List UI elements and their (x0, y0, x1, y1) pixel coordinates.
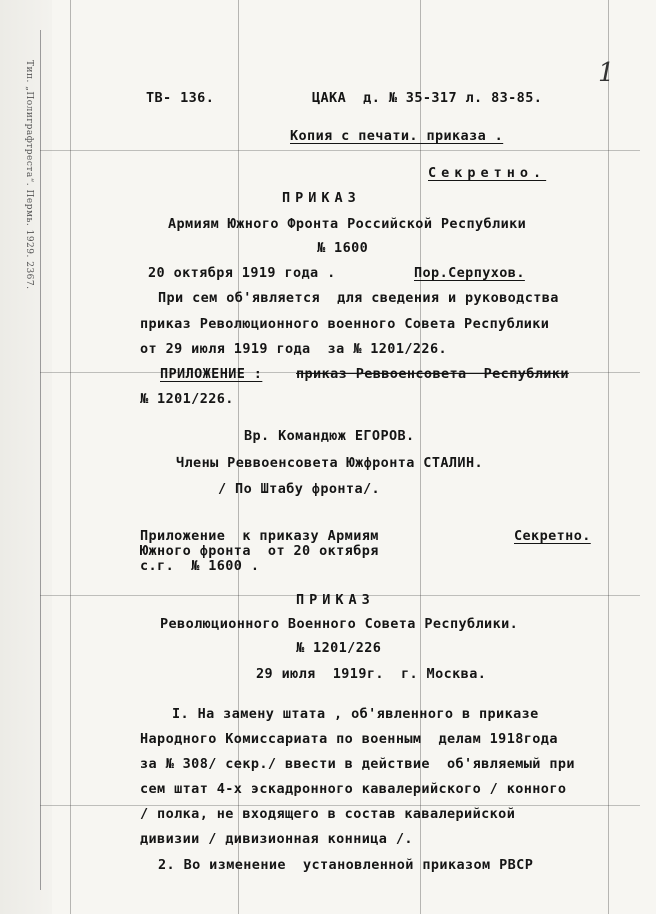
body-line: / полка, не входящего в состав кавалерийской (140, 806, 516, 822)
body-line: При сем об'является для сведения и руководства (158, 290, 559, 306)
archive-code-right: ЦАКА д. № 35-317 л. 83-85. (312, 90, 543, 106)
appendix-ref-line: Южного фронта от 20 октября (140, 543, 379, 559)
secret-mark: Секретно. (428, 165, 547, 181)
order-title: ПРИКАЗ (296, 592, 375, 608)
handwritten-page-number: 1 (598, 58, 615, 88)
signature-staff: / По Штабу фронта/. (218, 481, 381, 497)
grid-line-vertical (70, 0, 71, 914)
appendix-ref-line: с.г. № 1600 . (140, 558, 260, 574)
order-date: 20 октября 1919 года . (148, 265, 336, 281)
body-line: за № 308/ секр./ ввести в действие об'являемый при (140, 756, 575, 772)
body-line: от 29 июля 1919 года за № 1201/226. (140, 341, 447, 357)
order-number: № 1600 (317, 240, 369, 256)
body-line: I. На замену штата , об'явленного в приказе (172, 706, 539, 722)
order-subtitle: Армиям Южного Фронта Российской Республики (168, 216, 527, 232)
body-line: дивизии / дивизионная конница /. (140, 831, 413, 847)
order-date: 29 июля 1919г. г. Москва. (256, 666, 487, 682)
order-title: ПРИКАЗ (282, 190, 361, 206)
grid-line-vertical (608, 0, 609, 914)
order-number: № 1201/226 (296, 640, 382, 656)
archive-code-left: ТВ- 136. (146, 90, 215, 106)
copy-note: Копия с печати. приказа . (290, 128, 504, 144)
body-line: сем штат 4-х эскадронного кавалерийского / конного (140, 781, 567, 797)
appendix-ref-line: Приложение к приказу Армиям (140, 528, 379, 544)
appendix-text: приказ Реввоенсовета Республики (296, 366, 569, 382)
appendix-label: ПРИЛОЖЕНИЕ : (160, 366, 263, 382)
signature-commander: Вр. Командюж ЕГОРОВ. (244, 428, 415, 444)
margin-rule (40, 30, 41, 890)
body-line: Народного Комиссариата по военным делам 1918года (140, 731, 558, 747)
order-subtitle: Революционного Военного Совета Республики. (160, 616, 519, 632)
order-place: Пор.Серпухов. (414, 265, 525, 281)
body-line: 2. Во изменение установленной приказом РВСР (158, 857, 534, 873)
secret-mark: Секретно. (514, 528, 591, 544)
grid-line-horizontal (40, 150, 640, 151)
body-line: приказ Революционного военного Совета Республики (140, 316, 550, 332)
printer-imprint: Тип. „Полиграфтреста“. Пермь. 1929. 2367. (24, 60, 34, 290)
signature-council: Члены Реввоенсовета Южфронта СТАЛИН. (176, 455, 483, 471)
appendix-number: № 1201/226. (140, 391, 234, 407)
